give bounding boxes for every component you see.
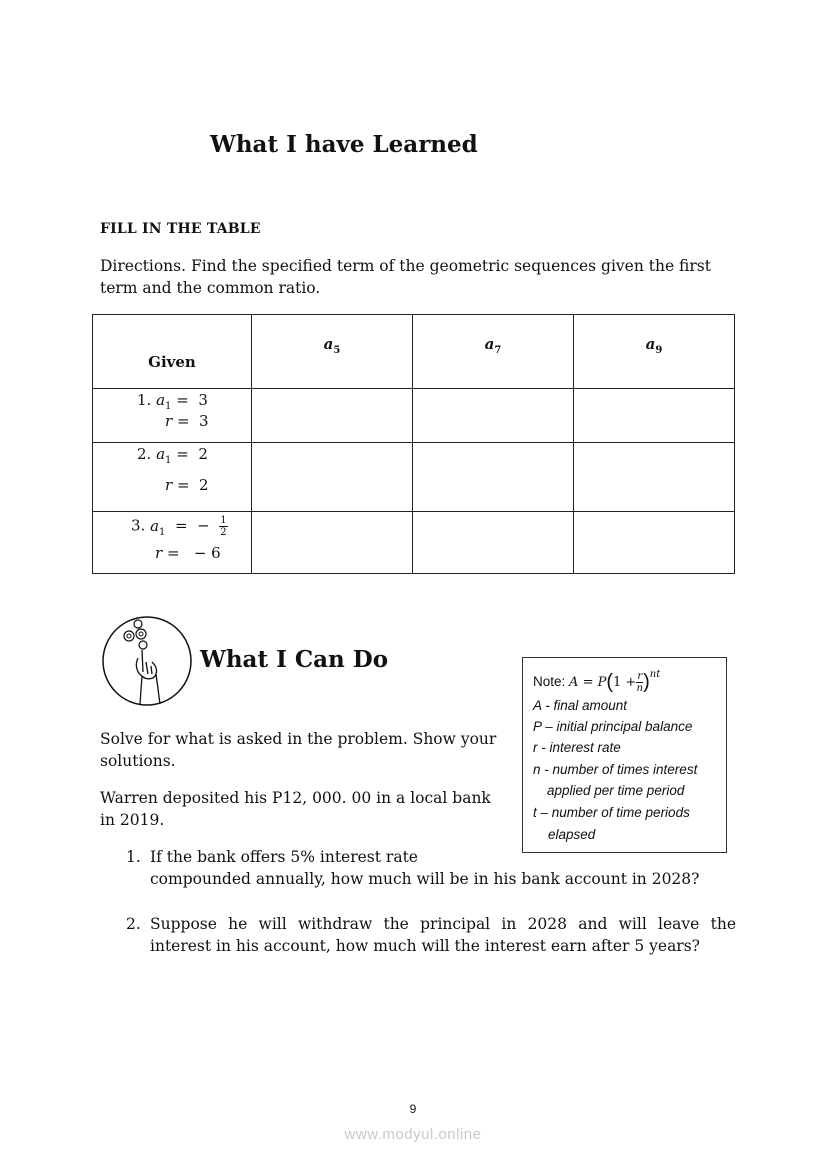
formula-note-box	[522, 657, 727, 853]
given-cell-2: 2. $a_1 = 2$ r = 2	[93, 443, 252, 512]
hand-gears-icon	[102, 614, 194, 706]
question-1-number: 1.	[126, 848, 141, 866]
legend-times-interest: n - number of times interest	[533, 762, 698, 777]
question-2-line-2: interest in his account, how much will the interest earn after 5 years?	[150, 937, 700, 955]
header-given: Given	[93, 315, 252, 389]
instruction-line-2: solutions.	[100, 752, 176, 770]
given-cell-1: 1. $a_1 = 3$ r = 3	[93, 389, 252, 443]
answer-cell[interactable]	[574, 389, 735, 443]
section-title-can-do: What I Can Do	[200, 646, 389, 673]
answer-cell[interactable]	[413, 389, 574, 443]
table-row	[93, 512, 735, 574]
directions-line-2: term and the common ratio.	[100, 279, 321, 297]
section-title-learned: What I have Learned	[210, 131, 478, 158]
problem-line-2: in 2019.	[100, 811, 165, 829]
question-2-number: 2.	[126, 915, 141, 933]
answer-cell[interactable]	[574, 512, 735, 574]
legend-principal: P – initial principal balance	[533, 719, 693, 734]
instruction-line-1: Solve for what is asked in the problem. Show your	[100, 730, 497, 748]
header-a9: $a_9$	[574, 315, 735, 389]
question-2	[150, 913, 736, 957]
compound-interest-formula: Note: A = P(1 + $\frac{r}{n}$ )$^{nt}$	[533, 668, 661, 694]
legend-final-amount: A - final amount	[533, 698, 628, 713]
fraction-one-half: $\frac{1}{2}$	[220, 515, 227, 538]
table-row	[93, 443, 735, 512]
instruction	[100, 728, 512, 772]
given-cell-3: 3. $a_1$ = − $\frac{1}{2}$ r = − 6	[93, 512, 252, 574]
watermark: www.modyul.online	[344, 1126, 482, 1143]
problem-statement	[100, 787, 512, 831]
table-header-row	[93, 315, 735, 389]
answer-cell[interactable]	[413, 512, 574, 574]
legend-times-interest-cont: applied per time period	[547, 783, 685, 798]
page-number: 9	[409, 1102, 417, 1116]
table-row	[93, 389, 735, 443]
answer-cell[interactable]	[252, 512, 413, 574]
directions-line-1: Directions. Find the specified term of the geometric sequences given the first	[100, 257, 711, 275]
header-a5: $a_5$	[252, 315, 413, 389]
answer-cell[interactable]	[574, 443, 735, 512]
question-1	[150, 846, 740, 890]
geometric-sequence-table	[92, 314, 735, 574]
directions	[100, 255, 736, 299]
question-2-line-1: Suppose he will withdraw the principal in 2028 and will leave the	[150, 915, 736, 933]
legend-time-periods: t – number of time periods	[533, 805, 690, 820]
legend-interest-rate: r - interest rate	[533, 740, 621, 755]
header-a7: $a_7$	[413, 315, 574, 389]
answer-cell[interactable]	[413, 443, 574, 512]
fill-table-subtitle: FILL IN THE TABLE	[100, 221, 261, 237]
question-1-line-1: If the bank offers 5% interest rate	[150, 848, 418, 866]
answer-cell[interactable]	[252, 443, 413, 512]
answer-cell[interactable]	[252, 389, 413, 443]
question-1-line-2: compounded annually, how much will be in his bank account in 2028?	[150, 870, 700, 888]
legend-time-periods-cont: elapsed	[548, 827, 596, 842]
problem-line-1: Warren deposited his P12, 000. 00 in a local bank	[100, 789, 491, 807]
